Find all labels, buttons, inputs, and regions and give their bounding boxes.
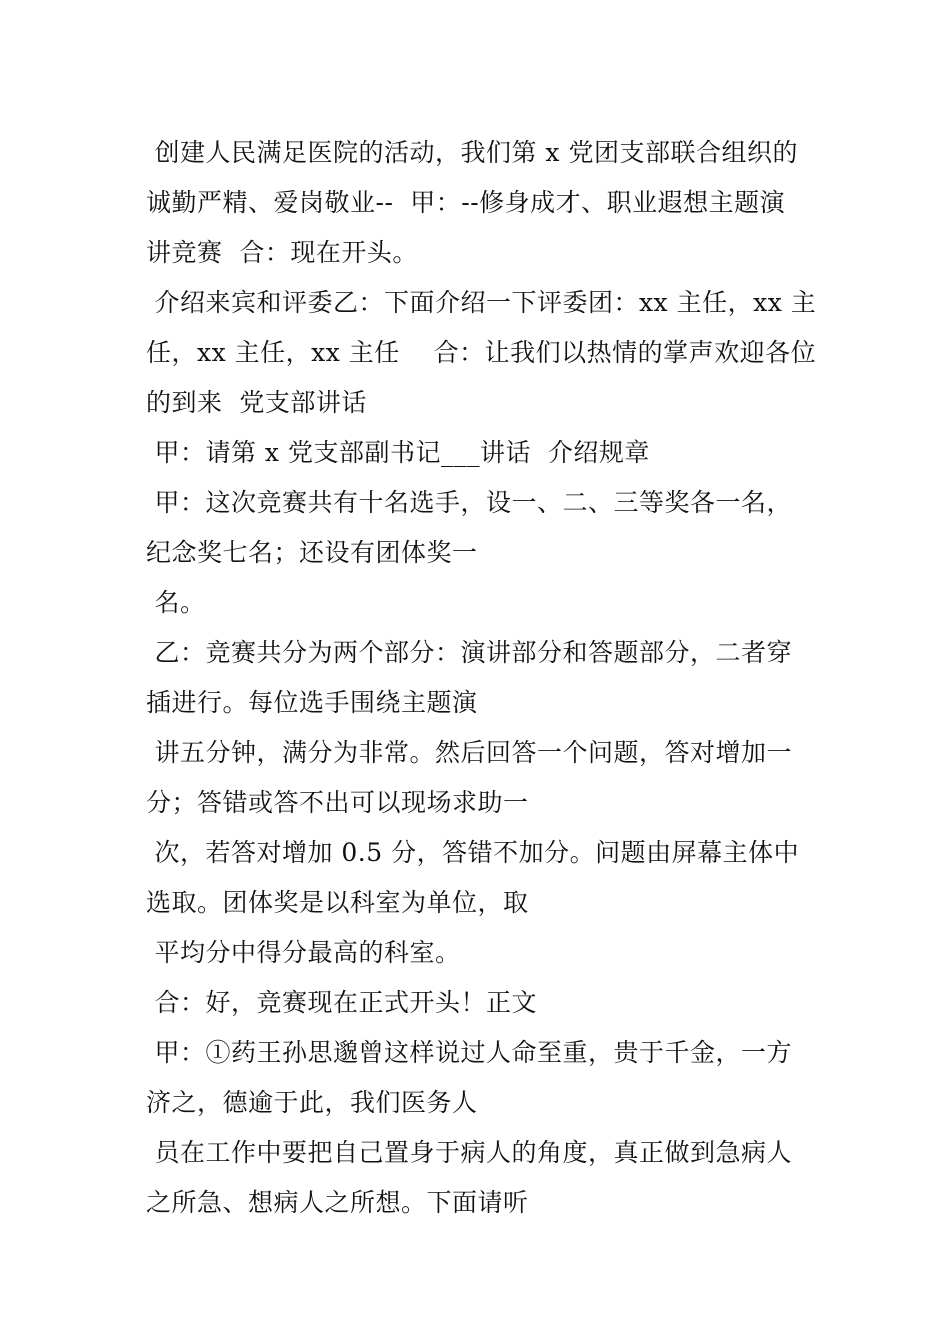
text-line: 之所急、想病人之所想。下面请听 bbox=[146, 1188, 529, 1217]
text-line: 甲：①药王孙思邈曾这样说过人命至重，贵于千金，一方 bbox=[146, 1038, 792, 1067]
text-line: 的到来 党支部讲话 bbox=[146, 388, 367, 417]
text-line: 纪念奖七名；还设有团体奖一 bbox=[146, 538, 478, 567]
text-line: 次，若答对增加 0.5 分，答错不加分。问题由屏幕主体中 bbox=[146, 838, 800, 867]
text-line: 乙：竞赛共分为两个部分：演讲部分和答题部分，二者穿 bbox=[146, 638, 792, 667]
text-line: 选取。团体奖是以科室为单位，取 bbox=[146, 888, 529, 917]
text-line: 讲五分钟，满分为非常。然后回答一个问题，答对增加一 bbox=[146, 738, 792, 767]
text-line: 介绍来宾和评委乙：下面介绍一下评委团：xx 主任，xx 主 bbox=[146, 288, 817, 317]
text-line: 平均分中得分最高的科室。 bbox=[146, 938, 461, 967]
text-line: 甲：请第 x 党支部副书记___讲话 介绍规章 bbox=[146, 438, 650, 467]
text-line: 合：好，竞赛现在正式开头！正文 bbox=[146, 988, 537, 1017]
text-line: 甲：这次竞赛共有十名选手，设一、二、三等奖各一名， bbox=[146, 488, 792, 517]
text-line: 诚勤严精、爱岗敬业-- 甲：--修身成才、职业遐想主题演 bbox=[146, 188, 786, 217]
text-line: 讲竞赛 合：现在开头。 bbox=[146, 238, 418, 267]
text-line: 员在工作中要把自己置身于病人的角度，真正做到急病人 bbox=[146, 1138, 792, 1167]
text-line: 插进行。每位选手围绕主题演 bbox=[146, 688, 478, 717]
text-line: 分；答错或答不出可以现场求助一 bbox=[146, 788, 529, 817]
document-body bbox=[146, 131, 816, 1231]
text-line: 济之，德逾于此，我们医务人 bbox=[146, 1088, 478, 1117]
text-line: 任，xx 主任，xx 主任 合：让我们以热情的掌声欢迎各位 bbox=[146, 338, 817, 367]
text-line: 创建人民满足医院的活动，我们第 x 党团支部联合组织的 bbox=[146, 138, 798, 167]
text-line: 名。 bbox=[146, 588, 206, 617]
